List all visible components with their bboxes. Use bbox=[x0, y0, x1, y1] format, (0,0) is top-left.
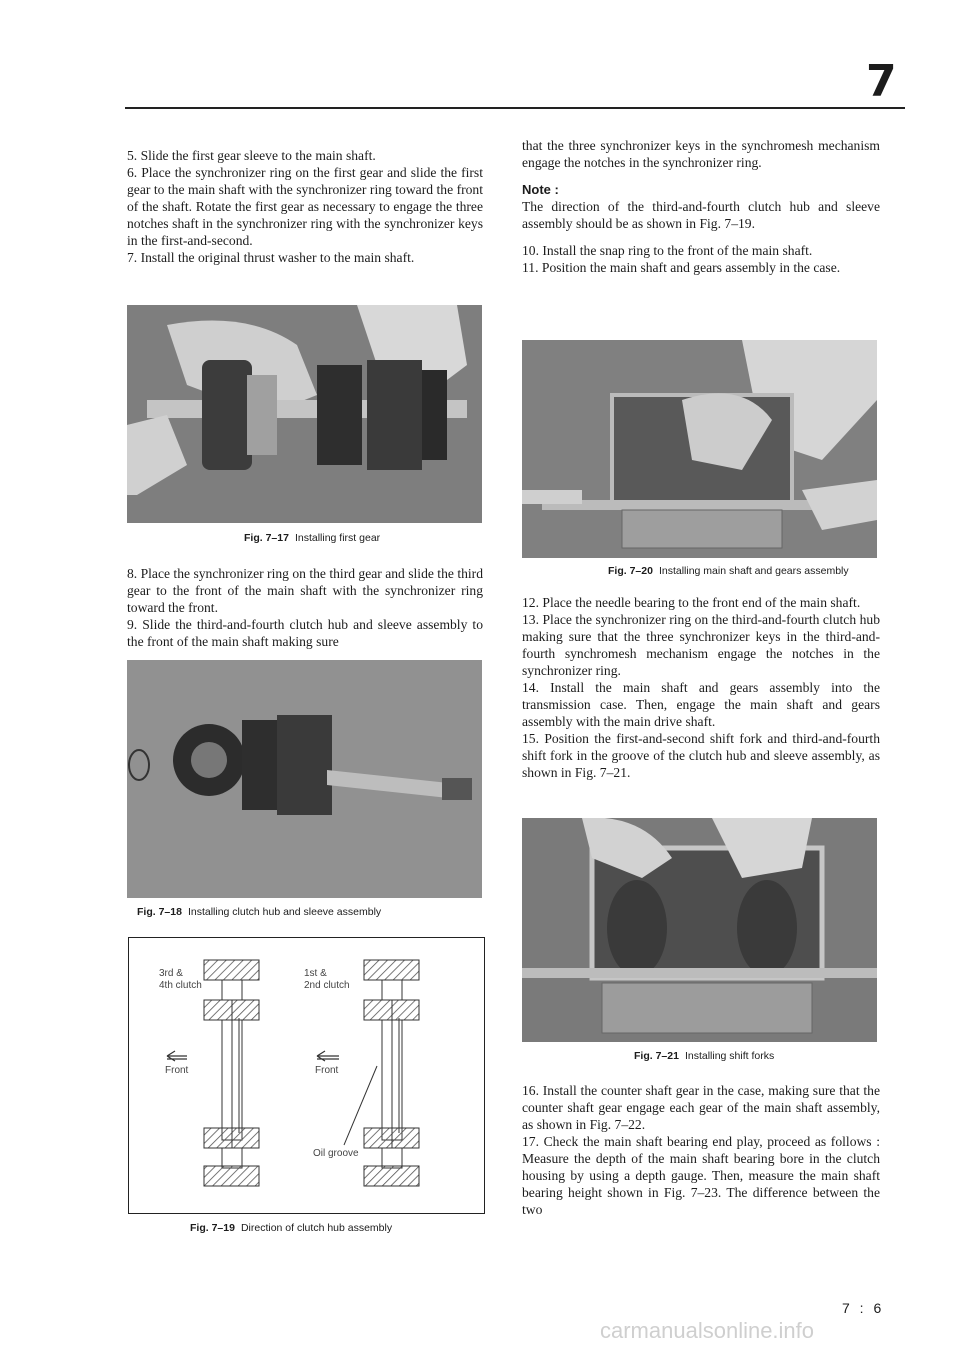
note-label: Note : bbox=[522, 182, 559, 197]
step-10: 10. Install the snap ring to the front of the main shaft. bbox=[522, 243, 813, 258]
step-13: 13. Place the synchronizer ring on the third-and-fourth clutch hub making sure that the three synchronizer keys in the third-and-fourth synchromesh mechanism engage the notches in the synchronizer ring. bbox=[522, 612, 880, 678]
fig-7-20-caption bbox=[608, 565, 849, 577]
photo-main-shaft-assembly bbox=[522, 340, 877, 558]
label-3rd-line2: 4th clutch bbox=[159, 980, 202, 991]
header-rule bbox=[125, 107, 905, 109]
right-hub-assembly bbox=[364, 960, 419, 1186]
fig-7-20-number: Fig. 7–20 bbox=[608, 565, 653, 577]
front-arrow-right-icon bbox=[317, 1051, 339, 1061]
step-9: 9. Slide the third-and-fourth clutch hub and sleeve assembly to the front of the main shaft making sure bbox=[127, 617, 483, 649]
fig-7-20-text: Installing main shaft and gears assembly bbox=[658, 565, 849, 577]
step-15: 15. Position the first-and-second shift fork and third-and-fourth shift fork in the groove of the clutch hub and sleeve assembly, as shown in Fig. 7–21. bbox=[522, 731, 880, 780]
clutch-hub-photo-illustration bbox=[127, 660, 482, 898]
right-text-block-2 bbox=[522, 594, 880, 781]
label-1st-line2: 2nd clutch bbox=[304, 980, 350, 991]
step-5: 5. Slide the first gear sleeve to the main shaft. bbox=[127, 148, 376, 163]
fig-7-17-caption bbox=[244, 532, 380, 544]
page-number: 7 : 6 bbox=[842, 1300, 885, 1316]
photo-installing-first-gear bbox=[127, 305, 482, 523]
step-7: 7. Install the original thrust washer to the main shaft. bbox=[127, 250, 415, 265]
photo-shift-forks bbox=[522, 818, 877, 1042]
fig-7-19-text: Direction of clutch hub assembly bbox=[240, 1222, 393, 1234]
right-text-block-1 bbox=[522, 137, 880, 276]
front-arrow-left-icon bbox=[167, 1051, 187, 1061]
left-hub-assembly bbox=[204, 960, 259, 1186]
label-oil-groove: Oil groove bbox=[313, 1148, 359, 1159]
right-text-block-3 bbox=[522, 1082, 880, 1218]
fig-7-21-caption bbox=[634, 1050, 774, 1062]
step-17: 17. Check the main shaft bearing end play, proceed as follows : Measure the depth of the main shaft bearing bore in the clutch housing by using a depth gauge. Then, measure the main shaft bearing height shown in Fig. 7–23. The difference between the two bbox=[522, 1134, 880, 1217]
label-front-left: Front bbox=[165, 1065, 189, 1076]
step-11: 11. Position the main shaft and gears assembly in the case. bbox=[522, 260, 841, 275]
step-12: 12. Place the needle bearing to the front end of the main shaft. bbox=[522, 595, 861, 610]
diagram-clutch-hub-direction bbox=[128, 937, 485, 1214]
step-14: 14. Install the main shaft and gears assembly into the transmission case. Then, engage the main shaft and gears assembly with the main drive shaft. bbox=[522, 680, 880, 729]
photo-clutch-hub-sleeve bbox=[127, 660, 482, 898]
fig-7-19-caption bbox=[190, 1222, 392, 1234]
chapter-number: 7 bbox=[866, 56, 897, 107]
label-3rd-line1: 3rd & bbox=[159, 968, 183, 979]
step-8: 8. Place the synchronizer ring on the third gear and slide the third gear to the front of the main shaft with the synchronizer ring toward the front. bbox=[127, 566, 483, 615]
fig-7-18-number: Fig. 7–18 bbox=[137, 906, 182, 918]
fig-7-17-text: Installing first gear bbox=[294, 532, 381, 544]
fig-7-18-text: Installing clutch hub and sleeve assembly bbox=[187, 906, 382, 918]
step-16: 16. Install the counter shaft gear in the case, making sure that the counter shaft gear engage each gear of the main shaft assembly, as shown in Fig. 7–22. bbox=[522, 1083, 880, 1132]
step-9-continued: that the three synchronizer keys in the synchromesh mechanism engage the notches in the synchronizer ring. bbox=[522, 138, 880, 170]
fig-7-17-number: Fig. 7–17 bbox=[244, 532, 289, 544]
label-1st-line1: 1st & bbox=[304, 968, 327, 979]
shift-forks-photo-illustration bbox=[522, 818, 877, 1042]
watermark: carmanualsonline.info bbox=[600, 1318, 815, 1343]
note-text: The direction of the third-and-fourth clutch hub and sleeve assembly should be as shown in Fig. 7–19. bbox=[522, 199, 880, 231]
fig-7-21-text: Installing shift forks bbox=[684, 1050, 775, 1062]
label-front-right: Front bbox=[315, 1065, 339, 1076]
fig-7-21-number: Fig. 7–21 bbox=[634, 1050, 679, 1062]
fig-7-19-number: Fig. 7–19 bbox=[190, 1222, 235, 1234]
left-text-block-2 bbox=[127, 565, 483, 650]
step-6: 6. Place the synchronizer ring on the first gear and slide the first gear to the main shaft with the synchronizer ring toward the front of the shaft. Rotate the first gear as necessary to engage the three notches shaft in the synchronizer ring with the synchronizer keys in the first-and-second. bbox=[127, 165, 483, 248]
left-text-block-1 bbox=[127, 147, 483, 266]
fig-7-18-caption bbox=[137, 906, 381, 918]
first-gear-photo-illustration bbox=[127, 305, 482, 523]
main-shaft-photo-illustration bbox=[522, 340, 877, 558]
